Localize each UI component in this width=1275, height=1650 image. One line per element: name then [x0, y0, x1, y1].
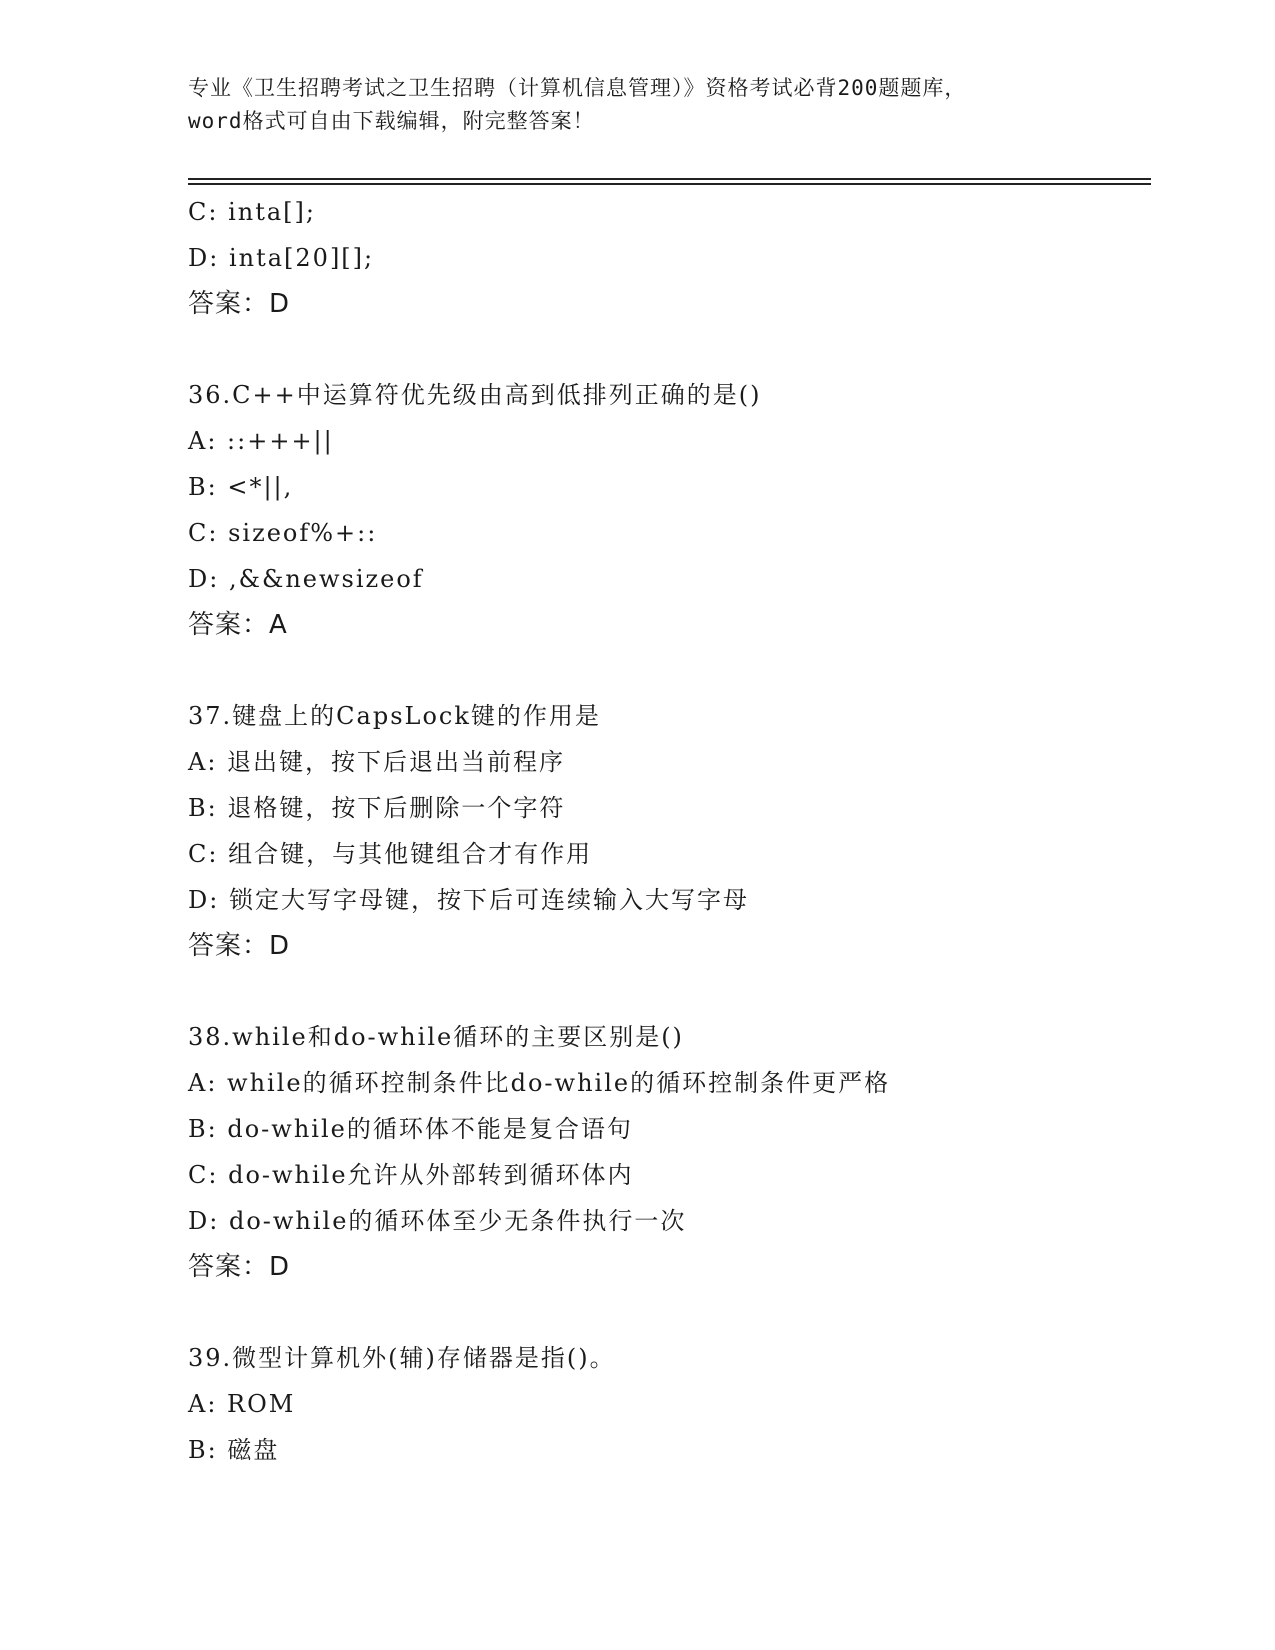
header-line-1: 专业《卫生招聘考试之卫生招聘（计算机信息管理）》资格考试必背200题题库，	[188, 76, 967, 100]
answer-line: 答案：A	[188, 610, 288, 640]
option-a: A: ROM	[188, 1390, 296, 1418]
header-divider-bottom	[188, 183, 1151, 185]
question-stem: 36.C++中运算符优先级由高到低排列正确的是()	[188, 381, 762, 409]
question-38	[188, 1014, 1148, 1290]
option-c: C: inta[];	[188, 198, 316, 226]
option-b: B: 退格键，按下后删除一个字符	[188, 794, 566, 822]
option-c: C: sizeof%+::	[188, 519, 378, 547]
question-stem: 39.微型计算机外(辅)存储器是指()。	[188, 1344, 616, 1372]
option-a: A: while的循环控制条件比do-while的循环控制条件更严格	[188, 1069, 891, 1097]
option-d: D: inta[20][];	[188, 244, 375, 272]
question-37	[188, 693, 1148, 969]
option-a: A: 退出键，按下后退出当前程序	[188, 748, 566, 776]
option-d: D: ,&&newsizeof	[188, 565, 424, 593]
option-d: D: do-while的循环体至少无条件执行一次	[188, 1207, 687, 1235]
option-a: A: ::+++||	[188, 427, 334, 455]
question-list	[188, 189, 1148, 1473]
header-divider-top	[188, 178, 1151, 180]
option-c: C: do-while允许从外部转到循环体内	[188, 1161, 634, 1189]
answer-line: 答案：D	[188, 931, 291, 961]
question-stem: 38.while和do-while循环的主要区别是()	[188, 1023, 684, 1051]
document-header	[188, 72, 1088, 138]
option-b: B: 磁盘	[188, 1436, 280, 1464]
option-b: B: do-while的循环体不能是复合语句	[188, 1115, 633, 1143]
option-b: B: <*||,	[188, 473, 294, 501]
answer-line: 答案：D	[188, 289, 291, 319]
header-line-2: word格式可自由下载编辑，附完整答案！	[188, 109, 595, 133]
question-stem: 37.键盘上的CapsLock键的作用是	[188, 702, 601, 730]
question-39	[188, 1335, 1148, 1473]
question-36	[188, 372, 1148, 648]
option-c: C: 组合键，与其他键组合才有作用	[188, 840, 593, 868]
option-d: D: 锁定大写字母键，按下后可连续输入大写字母	[188, 886, 749, 914]
answer-line: 答案：D	[188, 1252, 291, 1282]
previous-question-tail	[188, 189, 1148, 327]
